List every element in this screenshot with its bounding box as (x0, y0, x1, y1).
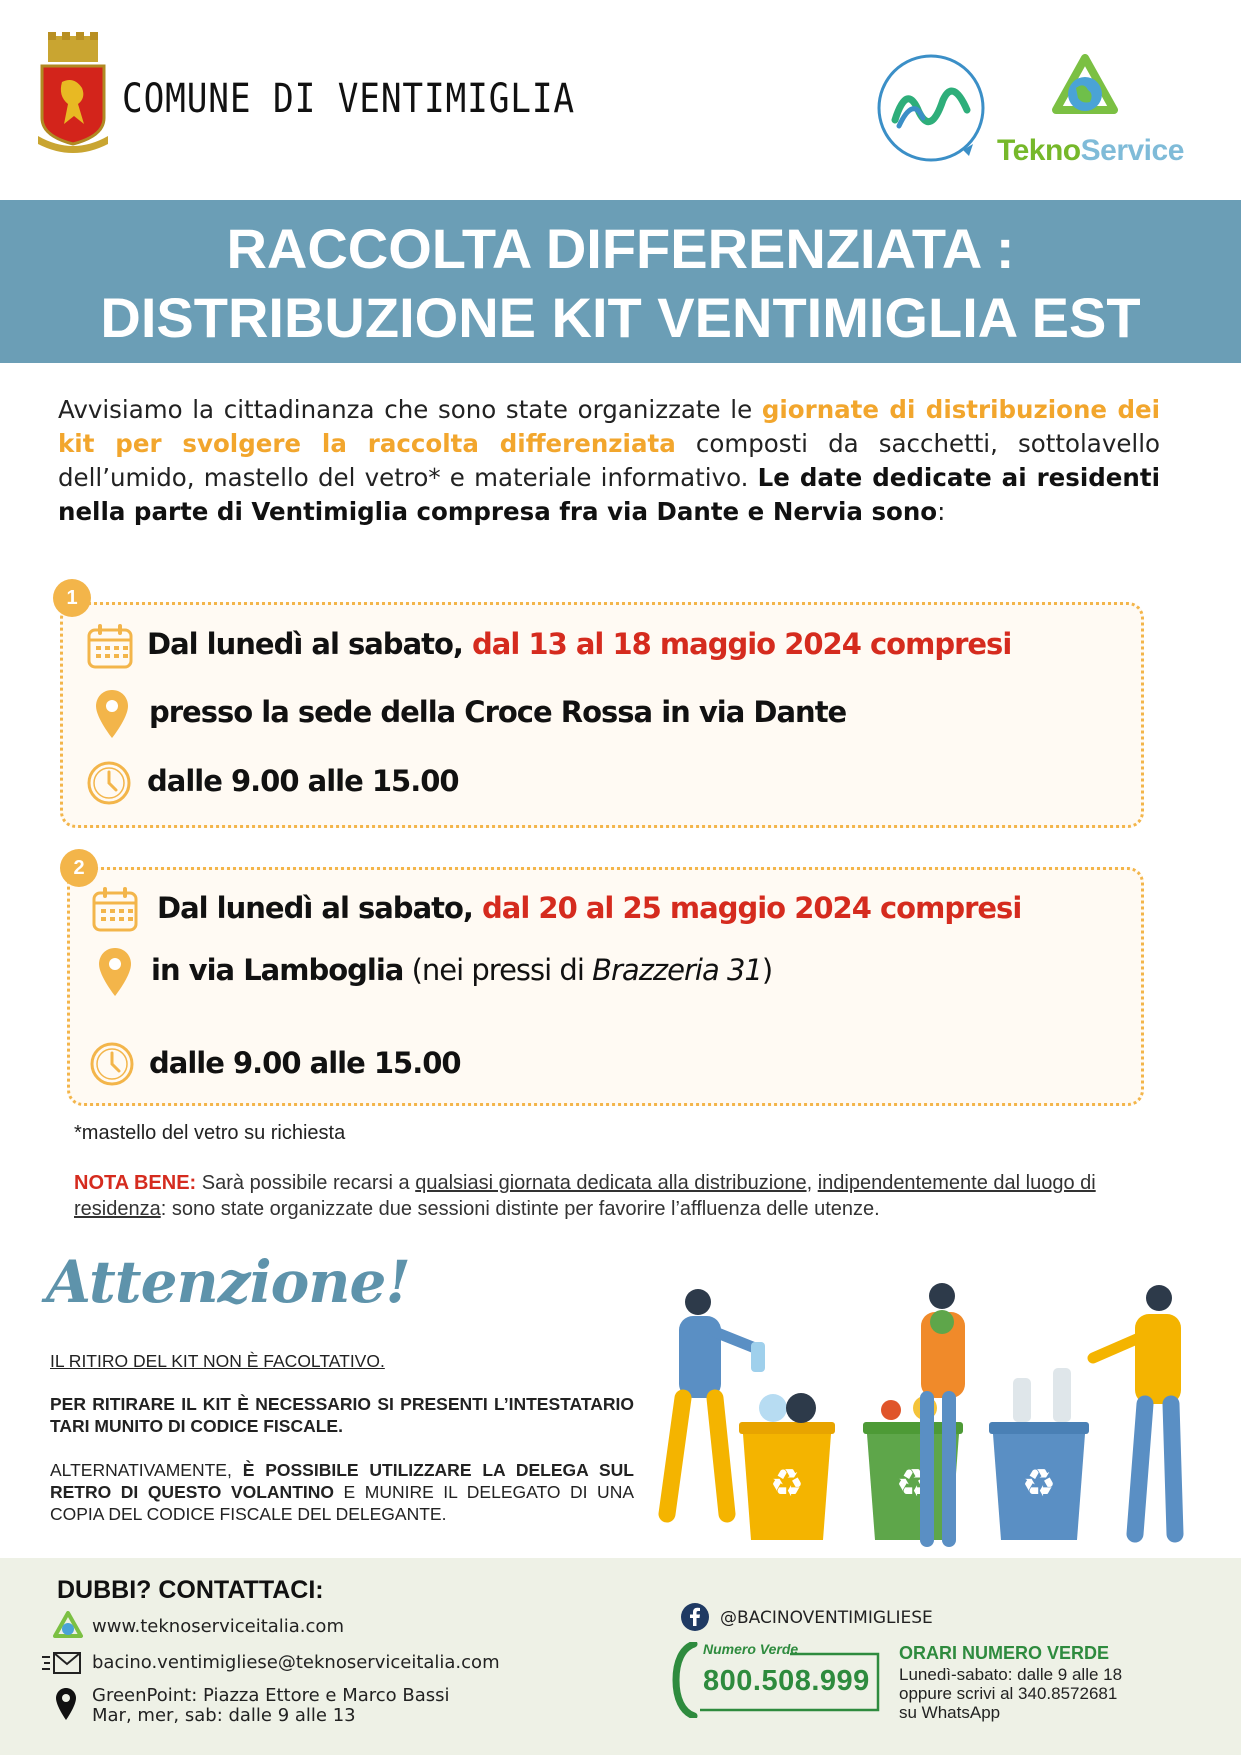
session-2-place-bold: in via Lamboglia (151, 953, 404, 987)
recycle-logo-icon (53, 1611, 83, 1646)
banner-title-line2: DISTRIBUZIONE KIT VENTIMIGLIA EST (100, 286, 1141, 349)
intro-bold: Le date dedicate ai residenti nella parte di Ventimiglia compresa fra via Dante e Nervia sono (58, 463, 1160, 526)
calendar-icon (91, 885, 139, 938)
coat-of-arms (34, 32, 112, 154)
session-2-place-italic: Brazzeria 31 (592, 953, 762, 987)
location-pin-icon (55, 1687, 77, 1726)
session-2-place-normal: (nei pressi di (403, 953, 593, 987)
location-pin-icon (97, 946, 133, 1003)
orari-line-1: Lunedì-sabato: dalle 9 alle 18 (899, 1665, 1123, 1684)
intro-text-2: composti da sacchetti, sottolavello dell’umido, mastello del vetro* e materiale informativo. (58, 429, 1160, 492)
session-1-hours: dalle 9.00 alle 15.00 (147, 764, 459, 798)
calendar-icon (86, 622, 134, 675)
session-2-hours: dalle 9.00 alle 15.00 (149, 1046, 461, 1080)
teknoservice-wordmark: TeknoService (997, 134, 1184, 167)
intro-highlight: giornate di distribuzione dei kit per svolgere la raccolta differenziata (58, 395, 1160, 458)
session-2-place (151, 953, 772, 987)
nota-bene-underline-2: indipendentemente dal luogo di residenza (74, 1172, 1096, 1220)
attenzione-heading: Attenzione! (46, 1248, 410, 1316)
session-1-date-range: dal 13 al 18 maggio 2024 compresi (472, 627, 1012, 661)
nota-bene (74, 1170, 1154, 1222)
nota-bene-underline-1: qualsiasi giornata dedicata alla distribuzione (415, 1172, 807, 1194)
greenpoint-address: GreenPoint: Piazza Ettore e Marco Bassi (92, 1685, 450, 1706)
attenzione-line-3a: ALTERNATIVAMENTE, (50, 1460, 243, 1480)
clock-icon (86, 760, 132, 811)
attenzione-line-1: IL RITIRO DEL KIT NON È FACOLTATIVO. (50, 1351, 385, 1371)
session-2-place-close: ) (761, 953, 773, 987)
clock-icon (89, 1041, 135, 1092)
title-banner (0, 200, 1241, 363)
footnote: *mastello del vetro su richiesta (74, 1122, 346, 1144)
attenzione-line-2: PER RITIRARE IL KIT È NECESSARIO SI PRESENTI L’INTESTATARIO TARI MUNITO DI CODICE FISCALE. (50, 1394, 634, 1436)
website-link[interactable]: www.teknoserviceitalia.com (92, 1616, 344, 1637)
session-1-badge: 1 (53, 579, 91, 617)
orari-line-3: su WhatsApp (899, 1703, 1001, 1722)
email-icon (42, 1651, 82, 1680)
facebook-icon[interactable] (680, 1602, 710, 1637)
facebook-handle[interactable]: @BACINOVENTIMIGLIESE (720, 1608, 933, 1628)
orari-title: ORARI NUMERO VERDE (899, 1643, 1110, 1663)
session-1-date-prefix: Dal lunedì al sabato, (147, 627, 473, 661)
contacts-title: DUBBI? CONTATTACI: (57, 1576, 324, 1604)
location-pin-icon (94, 688, 130, 745)
svg-text:♻: ♻ (769, 1461, 805, 1505)
intro-paragraph (58, 393, 1160, 529)
banner-title-line1: RACCOLTA DIFFERENZIATA : (226, 217, 1015, 280)
session-2-date-range: dal 20 al 25 maggio 2024 compresi (482, 891, 1022, 925)
nota-bene-text-3: : sono state organizzate due sessioni distinte per favorire l’affluenza delle utenze. (160, 1198, 880, 1220)
nota-bene-label: NOTA BENE: (74, 1172, 197, 1194)
intro-text: Avvisiamo la cittadinanza che sono state organizzate le (58, 395, 762, 424)
recycling-people-illustration (655, 1282, 1195, 1557)
nota-bene-text: Sarà possibile recarsi a (196, 1172, 416, 1194)
session-1-place: presso la sede della Croce Rossa in via Dante (149, 695, 847, 729)
attenzione-line-3 (50, 1459, 634, 1525)
session-1-date (147, 627, 1011, 661)
greenpoint-hours: Mar, mer, sab: dalle 9 alle 13 (92, 1705, 356, 1726)
session-2-date (157, 891, 1021, 925)
orari-line-2: oppure scrivi al 340.8572681 (899, 1684, 1118, 1703)
attenzione-line-3b: È POSSIBILE UTILIZZARE LA DELEGA SUL RETRO DI QUESTO VOLANTINO (50, 1460, 634, 1502)
numero-verde-number[interactable]: 800.508.999 (703, 1665, 870, 1697)
svg-text:♻: ♻ (1021, 1461, 1057, 1505)
intro-end: : (937, 497, 946, 526)
session-2-badge: 2 (60, 849, 98, 887)
attenzione-line-3c: E MUNIRE IL DELEGATO DI UNA COPIA DEL CODICE FISCALE DEL DELEGANTE. (50, 1482, 635, 1524)
nota-bene-text-2: , (806, 1172, 818, 1194)
session-2-date-prefix: Dal lunedì al sabato, (157, 891, 483, 925)
svg-text:♻: ♻ (895, 1461, 931, 1505)
bacino-ventimigliese-logo (873, 52, 989, 164)
teknoservice-globe-logo (1050, 54, 1120, 124)
email-link[interactable]: bacino.ventimigliese@teknoserviceitalia.com (92, 1652, 500, 1673)
numero-verde-label: Numero Verde (703, 1641, 799, 1657)
comune-title: COMUNE DI VENTIMIGLIA (122, 76, 575, 122)
